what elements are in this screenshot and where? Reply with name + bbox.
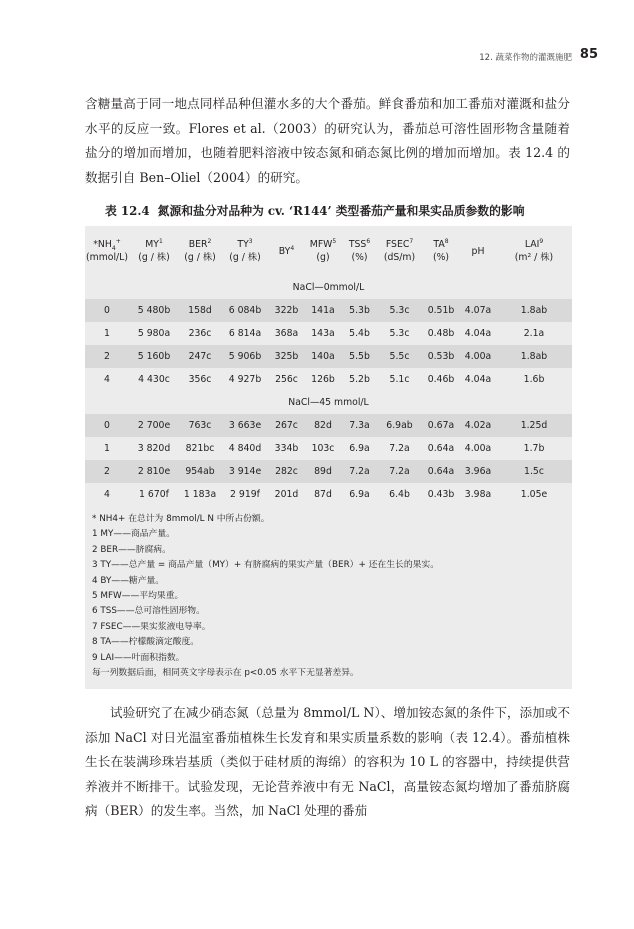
table-cell: 1.6b xyxy=(523,374,545,385)
table-cell: 2 810e xyxy=(129,460,179,483)
table-cell: 0.53b xyxy=(422,345,460,368)
table-cell: 0.67a xyxy=(422,414,460,437)
table-cell: 267c xyxy=(269,414,304,437)
table-cell: 2 xyxy=(85,345,129,368)
table-row xyxy=(85,437,572,460)
table-cell: 82d xyxy=(304,414,342,437)
table-cell: 4.07a xyxy=(460,299,496,322)
table-note: 2 BER——脐腐病。 xyxy=(92,544,171,555)
column-header-unit: (g) xyxy=(316,252,330,263)
column-header-superscript: 6 xyxy=(366,237,371,245)
table-cell: 5.2b xyxy=(349,374,370,385)
table-note: 5 MFW——平均果重。 xyxy=(92,591,184,602)
table-cell: 0.64a xyxy=(427,443,455,454)
table-row xyxy=(85,345,572,368)
table-cell: 6 814a xyxy=(228,328,262,339)
body-paragraph-2: 试验研究了在减少硝态氮（总量为 8mmol/L N）、增加铵态氮的条件下，添加或不添加 NaCl 对日光温室番茄植株生长发育和果实质量系数的影响（表 12.4）。番茄植株生长在装满珍珠岩基质（类似于硅材质的海绵）的容积为 10 L 的容器中，持续提供营养液并不断排干。试验发现，无论营养液中有无 NaCl，高量铵态氮均增加了番茄脐腐病（BER）的发生率。当然，加 NaCl 处理的番茄 xyxy=(85,705,570,818)
table-cell: 7.2a xyxy=(377,460,422,483)
table-row xyxy=(85,460,572,483)
table-cell: 2 xyxy=(85,460,129,483)
table-cell: 141a xyxy=(304,299,342,322)
column-header-label: BER xyxy=(188,239,208,250)
table-cell: 5 906b xyxy=(221,345,269,368)
table-cell: 1.05e xyxy=(520,489,548,500)
column-header-label: BY xyxy=(278,245,291,257)
table-note: 7 FSEC——果实浆液电导率。 xyxy=(92,621,211,632)
page-header xyxy=(0,46,634,66)
table-cell: 5 160b xyxy=(129,345,179,368)
table-cell: 4.00a xyxy=(464,443,492,454)
table-cell: 247c xyxy=(179,345,221,368)
group-label: NaCl—45 mmol/L xyxy=(288,397,369,408)
column-header-unit: (g / 株) xyxy=(229,252,261,263)
table-cell: 3 820d xyxy=(137,443,171,454)
table-cell: 4 xyxy=(104,374,110,385)
table-note: 3 TY——总产量 = 商品产量（MY）+ 有脐腐病的果实产量（BER）+ 还在生长的果实。 xyxy=(92,560,440,571)
column-header-unit: (m² / 株) xyxy=(514,252,554,263)
column-header xyxy=(422,226,460,276)
table-group-row xyxy=(85,391,572,414)
column-header-label: *NH xyxy=(93,239,112,250)
table-cell: 4 xyxy=(104,489,110,500)
table-cell: 6.9ab xyxy=(377,414,422,437)
table-note: 4 BY——糖产量。 xyxy=(92,575,165,586)
table-cell: 282c xyxy=(269,460,304,483)
column-header-unit: (mmol/L) xyxy=(86,252,128,263)
table-cell: 1.5c xyxy=(496,460,572,483)
table-cell: 5 480b xyxy=(129,299,179,322)
table-cell: 3.96a xyxy=(460,460,496,483)
table-cell: 256c xyxy=(275,374,298,385)
column-header-superscript: 7 xyxy=(409,237,414,245)
table-notes xyxy=(85,506,572,689)
column-header-unit: (%) xyxy=(351,252,368,263)
table-cell: 4 927b xyxy=(228,374,262,385)
table-cell: 5.3c xyxy=(377,299,422,322)
table-row xyxy=(85,322,572,345)
table-cell: 4.04a xyxy=(464,328,492,339)
column-header-label: TSS xyxy=(348,239,367,250)
table-cell: 4.04a xyxy=(464,374,492,385)
column-header-subscript: 4 xyxy=(111,244,116,252)
table-cell: 1.8ab xyxy=(496,299,572,322)
table-cell: 1.8ab xyxy=(496,345,572,368)
table-cell: 0 xyxy=(85,414,129,437)
column-header-superscript: 2 xyxy=(207,237,212,245)
table-cell: 0 xyxy=(85,299,129,322)
table-cell: 1 183a xyxy=(183,489,217,500)
column-header xyxy=(269,226,304,276)
table-cell: 2 919f xyxy=(230,489,260,500)
column-header-label: MFW xyxy=(309,239,333,250)
table-cell: 334b xyxy=(274,443,299,454)
table-cell: 4 840d xyxy=(228,443,262,454)
table-cell: 5.5b xyxy=(342,345,377,368)
table-note: 6 TSS——总可溶性固形物。 xyxy=(92,606,205,617)
column-header xyxy=(377,226,422,276)
column-header-label: pH xyxy=(471,245,485,257)
table-cell: 0.43b xyxy=(427,489,455,500)
table-cell: 5.4b xyxy=(349,328,370,339)
table-caption xyxy=(105,202,565,219)
table-cell: 368a xyxy=(274,328,299,339)
table-cell: 1.25d xyxy=(496,414,572,437)
table-cell: 7.2a xyxy=(389,443,410,454)
column-header xyxy=(460,226,496,276)
column-header-label: FSEC xyxy=(385,239,410,250)
table-cell: 89d xyxy=(304,460,342,483)
column-header xyxy=(221,226,269,276)
table-container xyxy=(85,226,572,689)
table-cell: 5.5c xyxy=(377,345,422,368)
table-cell: 2.1a xyxy=(523,328,545,339)
column-header-superscript: 9 xyxy=(539,237,544,245)
body-paragraph-1: 含糖量高于同一地点同样品种但灌水多的大个番茄。鲜食番茄和加工番茄对灌溉和盐分水平的反应一致。Flores et al.（2003）的研究认为，番茄总可溶性固形物含量随着盐分的增加而增加，也随着肥料溶液中铵态氮和硝态氮比例的增加而增加。表 12.4 的数据引自 Ben–Oliel（2004）的研究。 xyxy=(85,96,570,185)
column-header-superscript: 4 xyxy=(290,244,295,252)
table-cell: 4 430c xyxy=(138,374,170,385)
column-header-unit: (g / 株) xyxy=(138,252,170,263)
running-title: 12. 蔬菜作物的灌溉施肥 xyxy=(479,53,572,63)
table-cell: 3 663e xyxy=(221,414,269,437)
table-cell: 126b xyxy=(311,374,335,385)
column-header xyxy=(85,226,129,276)
table-note: 1 MY——商品产量。 xyxy=(92,529,175,540)
table-cell: 356c xyxy=(188,374,212,385)
table-row xyxy=(85,483,572,506)
table-cell: 0.48b xyxy=(427,328,455,339)
table-caption-text: 氮源和盐分对品种为 cv. ‘R144’ 类型番茄产量和果实品质参数的影响 xyxy=(157,204,525,218)
table-cell: 236c xyxy=(188,328,212,339)
table-cell: 3 914e xyxy=(221,460,269,483)
page-number: 85 xyxy=(579,47,598,62)
table-cell: 954ab xyxy=(179,460,221,483)
table-cell: 158d xyxy=(179,299,221,322)
table-cell: 143a xyxy=(311,328,335,339)
table-cell: 325b xyxy=(269,345,304,368)
table-cell: 1.7b xyxy=(523,443,545,454)
table-cell: 5 980a xyxy=(137,328,171,339)
table-row xyxy=(85,414,572,437)
table-group-row xyxy=(85,276,572,299)
column-header-label: TY xyxy=(237,239,249,250)
column-header-superscript: 1 xyxy=(158,237,163,245)
table-cell: 87d xyxy=(314,489,332,500)
table-row xyxy=(85,368,572,391)
column-header xyxy=(304,226,342,276)
table-cell: 7.2a xyxy=(342,460,377,483)
table-cell: 140a xyxy=(304,345,342,368)
table-note: * NH4+ 在总计为 8mmol/L N 中所占份额。 xyxy=(92,514,270,524)
column-header xyxy=(179,226,221,276)
data-table xyxy=(85,226,572,506)
column-header-label: TA xyxy=(433,239,445,250)
table-cell: 6.9a xyxy=(349,489,370,500)
table-note: 每一列数据后面，相同英文字母表示在 p<0.05 水平下无显著差异。 xyxy=(92,668,359,679)
column-header-label: LAI xyxy=(524,239,540,250)
table-cell: 3.98a xyxy=(464,489,492,500)
column-header-superscript: + xyxy=(115,237,121,245)
table-cell: 6.4b xyxy=(389,489,410,500)
column-header-superscript: 3 xyxy=(248,237,253,245)
table-cell: 0.51b xyxy=(422,299,460,322)
table-cell: 6 084b xyxy=(221,299,269,322)
column-header xyxy=(342,226,377,276)
table-cell: 2 700e xyxy=(129,414,179,437)
table-cell: 1 xyxy=(104,443,110,454)
table-cell: 103c xyxy=(311,443,335,454)
table-note: 9 LAI——叶面积指数。 xyxy=(92,652,185,663)
table-cell: 322b xyxy=(269,299,304,322)
column-header-unit: (dS/m) xyxy=(383,252,416,263)
column-header-unit: (%) xyxy=(432,252,450,263)
table-cell: 0.46b xyxy=(427,374,455,385)
table-row xyxy=(85,299,572,322)
table-note: 8 TA——柠檬酸滴定酸度。 xyxy=(92,637,200,648)
column-header xyxy=(496,226,572,276)
table-cell: 5.1c xyxy=(389,374,410,385)
group-label: NaCl—0mmol/L xyxy=(292,282,365,293)
table-cell: 4.00a xyxy=(460,345,496,368)
table-cell: 821bc xyxy=(185,443,215,454)
table-caption-number: 表 12.4 xyxy=(105,204,150,218)
table-header-row xyxy=(85,226,572,276)
column-header-label: MY xyxy=(145,239,159,250)
column-header-unit: (g / 株) xyxy=(184,252,216,263)
table-cell: 5.3c xyxy=(389,328,410,339)
table-body xyxy=(85,276,572,506)
column-header-superscript: 8 xyxy=(444,237,449,245)
table-cell: 763c xyxy=(179,414,221,437)
table-cell: 0.64a xyxy=(422,460,460,483)
table-cell: 201d xyxy=(274,489,299,500)
table-cell: 1 670f xyxy=(139,489,169,500)
column-header xyxy=(129,226,179,276)
table-cell: 6.9a xyxy=(349,443,370,454)
table-cell: 5.3b xyxy=(342,299,377,322)
table-cell: 4.02a xyxy=(460,414,496,437)
table-cell: 1 xyxy=(104,328,110,339)
column-header-superscript: 5 xyxy=(332,237,337,245)
table-cell: 7.3a xyxy=(342,414,377,437)
